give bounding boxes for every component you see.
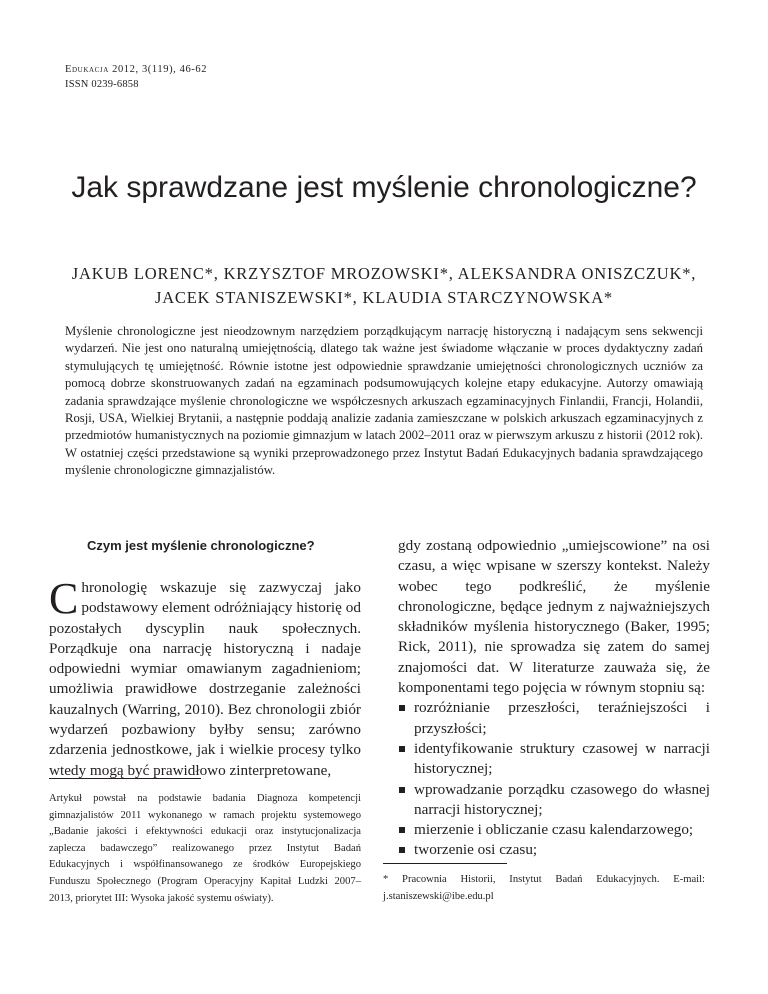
list-item: tworzenie osi czasu;	[398, 840, 710, 860]
issn: ISSN 0239-6858	[65, 79, 139, 90]
footnote-rule	[49, 778, 201, 779]
footnote-affiliation-text: * Pracownia Historii, Instytut Badań Edukacyjnych. E-mail: j.staniszewski@ibe.edu.pl	[383, 874, 705, 902]
footnote-article-text: Artykuł powstał na podstawie badania Diagnoza kompetencji gimnazjalistów 2011 wykonanego w ramach projektu systemowego „Badanie jakości i efektywności edukacji oraz instytucjonalizacja zaplecza badawczego” realizowanego przez Instytut Badań Edukacyjnych i współfinansowanego ze środków Europejskiego Funduszu Społecznego (Program Operacyjny Kapitał Ludzki 2007–2013, priorytet III: Wysoka jakość systemu oświaty).	[49, 793, 361, 904]
bullet-square-icon	[399, 787, 405, 793]
authors-line-2: JACEK STANISZEWSKI*, KLAUDIA STARCZYNOWSKA*	[154, 288, 613, 307]
left-column	[49, 536, 361, 781]
section-heading: Czym jest myślenie chronologiczne?	[87, 538, 315, 553]
bullet-square-icon	[399, 827, 405, 833]
journal-header	[65, 62, 207, 92]
footnote-affiliation	[383, 863, 705, 905]
drop-cap: C	[49, 574, 79, 623]
list-item: wprowadzanie porządku czasowego do własnej narracji historycznej;	[398, 780, 710, 821]
right-column	[398, 536, 710, 861]
list-item: mierzenie i obliczanie czasu kalendarzowego;	[398, 820, 710, 840]
footnote-rule	[383, 863, 507, 864]
authors	[40, 262, 728, 310]
intro-paragraph	[49, 574, 361, 781]
list-item: rozróżnianie przeszłości, teraźniejszości i przyszłości;	[398, 698, 710, 739]
components-list	[398, 698, 710, 860]
bullet-square-icon	[399, 847, 405, 853]
list-item: identyfikowanie struktury czasowej w narracji historycznej;	[398, 739, 710, 780]
journal-citation: Edukacja 2012, 3(119), 46-62	[65, 64, 208, 75]
continued-paragraph: gdy zostaną odpowiednio „umiejscowione” na osi czasu, a więc wpisane w szerszy kontekst. Należy wobec tego podkreślić, że myślenie chronologiczne, będące jednym z najważniejszych składników myślenia historycznego (Baker, 1995; Rick, 2011), nie sprowadza się zatem do samej znajomości dat. W literaturze zauważa się, że komponentami tego pojęcia w równym stopniu są:	[398, 537, 710, 697]
bullet-square-icon	[399, 746, 405, 752]
abstract: Myślenie chronologiczne jest nieodzownym narzędziem porządkującym narrację historyczną i nadającym sens sekwencji wydarzeń. Nie jest ono naturalną umiejętnością, dlatego tak ważne jest świadome włączanie w proces dydaktyczny zadań stymulujących tę umiejętność. Równie istotne jest odpowiednie sprawdzanie umiejętności chronologicznych uczniów za pomocą dobrze skonstruowanych zadań na egzaminach podsumowujących kolejne etapy edukacyjne. Autorzy omawiają zadania sprawdzające myślenie chronologiczne we współczesnych arkuszach egzaminacyjnych Finlandii, Francji, Holandii, Rosji, USA, Wielkiej Brytanii, a następnie poddają analizie zadania zamieszczane w polskich arkuszach egzaminacyjnych z przedmiotów humanistycznych na poziomie gimnazjum w latach 2002–2011 oraz w pierwszym arkuszu z historii (2012 rok). W ostatniej części przedstawione są wyniki przeprowadzonego przez Instytut Badań Edukacyjnych badania sprawdzającego myślenie chronologiczne gimnazjalistów.	[65, 324, 703, 478]
footnote-article	[49, 778, 361, 907]
intro-paragraph-text: hronologię wskazuje się zazwyczaj jako podstawowy element odróżniający historię od pozostałych dyscyplin nauk społecznych. Porządkuje ona narrację historyczną i nadaje odpowiedni wymiar omawianym zagadnieniom; umożliwia prawidłowe dostrzeganie zależności kauzalnych (Warring, 2010). Bez chronologii zbiór wydarzeń pozbawiony byłby sensu; zarówno zdarzenia jednostkowe, jak i wielkie procesy tylko wtedy mogą być prawidłowo zinterpretowane,	[49, 579, 361, 779]
article-title: Jak sprawdzane jest myślenie chronologiczne?	[71, 171, 697, 204]
bullet-square-icon	[399, 705, 405, 711]
authors-line-1: JAKUB LORENC*, KRZYSZTOF MROZOWSKI*, ALEKSANDRA ONISZCZUK*,	[71, 264, 697, 283]
